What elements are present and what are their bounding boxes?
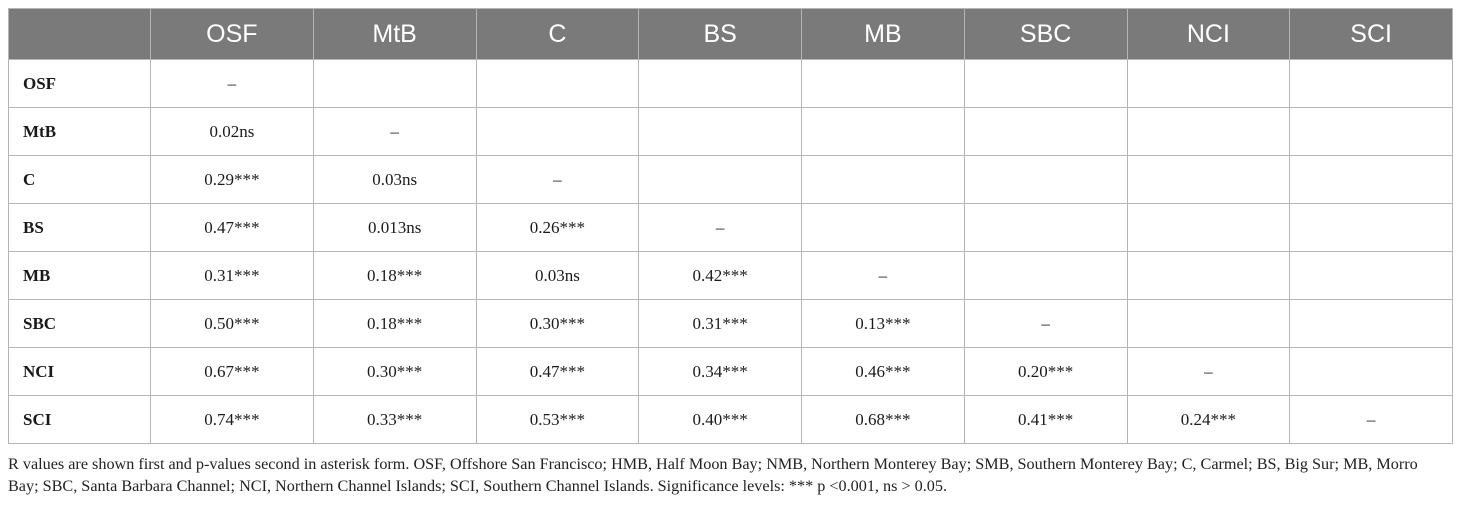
- header-corner: [9, 9, 151, 60]
- table-cell: [1290, 108, 1453, 156]
- table-cell: 0.33***: [313, 396, 476, 444]
- table-row: [9, 252, 1453, 300]
- table-cell: –: [151, 60, 314, 108]
- table-row: [9, 396, 1453, 444]
- row-header: SCI: [9, 396, 151, 444]
- table-cell: 0.40***: [639, 396, 802, 444]
- table-cell: 0.18***: [313, 300, 476, 348]
- table-cell: 0.68***: [802, 396, 965, 444]
- correlation-matrix-table: [8, 8, 1453, 444]
- table-cell: [639, 60, 802, 108]
- table-cell: 0.34***: [639, 348, 802, 396]
- table-cell: 0.50***: [151, 300, 314, 348]
- table-cell: 0.24***: [1127, 396, 1290, 444]
- table-cell: 0.74***: [151, 396, 314, 444]
- table-cell: 0.13***: [802, 300, 965, 348]
- table-cell: 0.67***: [151, 348, 314, 396]
- table-cell: [1290, 204, 1453, 252]
- table-cell: [964, 108, 1127, 156]
- table-cell: 0.26***: [476, 204, 639, 252]
- table-cell: 0.31***: [151, 252, 314, 300]
- table-cell: 0.30***: [313, 348, 476, 396]
- column-header: MB: [802, 9, 965, 60]
- table-cell: [1290, 348, 1453, 396]
- table-cell: 0.03ns: [313, 156, 476, 204]
- table-cell: [639, 156, 802, 204]
- table-cell: [964, 156, 1127, 204]
- table-cell: [1127, 300, 1290, 348]
- table-container: [8, 8, 1452, 444]
- table-row: [9, 300, 1453, 348]
- table-cell: [1290, 252, 1453, 300]
- table-cell: [313, 60, 476, 108]
- row-header: C: [9, 156, 151, 204]
- table-cell: [964, 252, 1127, 300]
- table-cell: [802, 60, 965, 108]
- table-cell: [1290, 60, 1453, 108]
- table-cell: –: [476, 156, 639, 204]
- table-cell: [639, 108, 802, 156]
- row-header: MtB: [9, 108, 151, 156]
- table-cell: [1127, 60, 1290, 108]
- table-cell: 0.41***: [964, 396, 1127, 444]
- table-cell: 0.31***: [639, 300, 802, 348]
- table-cell: [1127, 204, 1290, 252]
- column-header: SBC: [964, 9, 1127, 60]
- table-cell: 0.18***: [313, 252, 476, 300]
- row-header: OSF: [9, 60, 151, 108]
- table-cell: [1127, 156, 1290, 204]
- table-cell: –: [802, 252, 965, 300]
- table-row: [9, 156, 1453, 204]
- table-cell: [802, 204, 965, 252]
- row-header: BS: [9, 204, 151, 252]
- table-cell: [1290, 156, 1453, 204]
- table-cell: 0.013ns: [313, 204, 476, 252]
- table-row: [9, 348, 1453, 396]
- table-cell: 0.02ns: [151, 108, 314, 156]
- table-cell: [802, 156, 965, 204]
- row-header: SBC: [9, 300, 151, 348]
- table-row: [9, 204, 1453, 252]
- table-cell: [1290, 300, 1453, 348]
- table-cell: [964, 60, 1127, 108]
- column-header: MtB: [313, 9, 476, 60]
- table-row: [9, 60, 1453, 108]
- table-cell: [476, 60, 639, 108]
- table-cell: [1127, 108, 1290, 156]
- table-cell: 0.47***: [476, 348, 639, 396]
- table-footnote: R values are shown first and p-values second in asterisk form. OSF, Offshore San Francisco; HMB, Half Moon Bay; NMB, Northern Monterey Bay; SMB, Southern Monterey Bay; C, Carmel; BS, Big Sur; MB, Morro Bay; SBC, Santa Barbara Channel; NCI, Northern Channel Islands; SCI, Southern Channel Islands. Significance levels: *** p <0.001, ns > 0.05.: [8, 455, 1418, 495]
- table-header: [9, 9, 1453, 60]
- table-cell: 0.47***: [151, 204, 314, 252]
- table-cell: [964, 204, 1127, 252]
- table-row: [9, 108, 1453, 156]
- table-cell: –: [639, 204, 802, 252]
- table-cell: 0.53***: [476, 396, 639, 444]
- table-cell: –: [1127, 348, 1290, 396]
- column-header: NCI: [1127, 9, 1290, 60]
- table-cell: –: [313, 108, 476, 156]
- table-cell: 0.03ns: [476, 252, 639, 300]
- table-cell: 0.46***: [802, 348, 965, 396]
- column-header: SCI: [1290, 9, 1453, 60]
- column-header: BS: [639, 9, 802, 60]
- table-cell: 0.42***: [639, 252, 802, 300]
- table-cell: 0.29***: [151, 156, 314, 204]
- table-cell: [1127, 252, 1290, 300]
- row-header: NCI: [9, 348, 151, 396]
- column-header: C: [476, 9, 639, 60]
- row-header: MB: [9, 252, 151, 300]
- table-cell: 0.30***: [476, 300, 639, 348]
- table-cell: –: [1290, 396, 1453, 444]
- table-cell: 0.20***: [964, 348, 1127, 396]
- header-row: [9, 9, 1453, 60]
- table-cell: [802, 108, 965, 156]
- table-body: [9, 60, 1453, 444]
- table-cell: –: [964, 300, 1127, 348]
- table-cell: [476, 108, 639, 156]
- column-header: OSF: [151, 9, 314, 60]
